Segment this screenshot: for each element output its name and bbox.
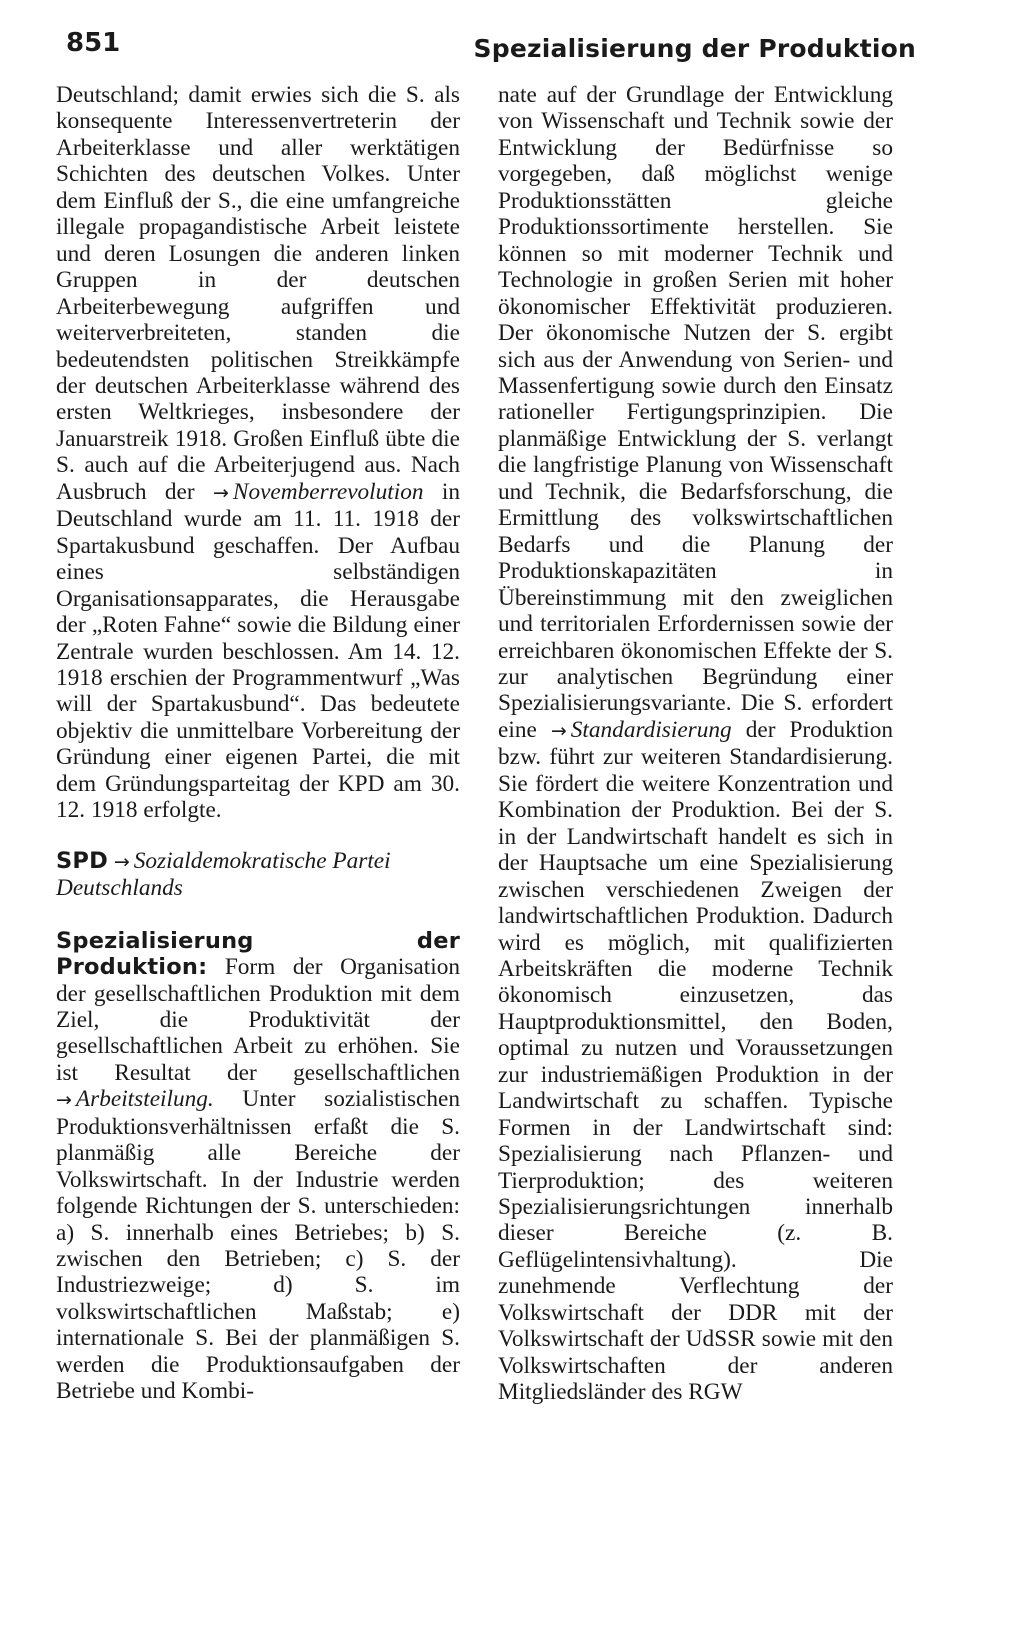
- paragraph-text: Form der Organisation der gesellschaftlichen Produktion mit dem Ziel, die Produktivität der gesellschaftlichen Arbeit zu erhöhen. Sie ist Resultat der gesellschaftlichen: [56, 954, 460, 1086]
- paragraph-text: nate auf der Grundlage der Entwicklung von Wissenschaft und Technik sowie der Entwicklung der Bedürfnisse so vorgegeben, daß möglichst wenige Produktionsstätten gleiche Produktionssortimente herstellen. Sie können so mit moderner Technik und Technologie in großen Serien mit hoher ökonomischer Effektivität produzieren. Der ökonomische Nutzen der S. ergibt sich aus der Anwendung von Serien- und Massenfertigung sowie durch den Einsatz rationeller Fertigungsprinzipien. Die planmäßige Entwicklung der S. verlangt die langfristige Planung von Wissenschaft und Technik, die Bedarfsforschung, die Ermittlung des volkswirtschaftlichen Bedarfs und die Planung der Produktionskapazitäten in Übereinstimmung mit den zweiglichen und territorialen Erfordernissen sowie der erreichbaren ökonomischen Effekte der S. zur analytischen Begründung einer Spezialisierungsvariante. Die S. erfordert eine: [498, 82, 893, 743]
- spd-entry: [56, 848, 460, 902]
- paragraph-text: Deutschland; damit erwies sich die S. als konsequente Interessenvertreterin der Arbeiterklasse und aller werktätigen Schichten des deutschen Volkes. Unter dem Einfluß der S., die eine umfangreiche illegale propagandistische Arbeit leistete und deren Losungen die anderen linken Gruppen in der deutschen Arbeiterbewegung aufgriffen und weiterverbreiteten, standen die bedeutendsten politischen Streikkämpfe der deutschen Arbeiterklasse während des ersten Weltkrieges, insbesondere der Januarstreik 1918. Großen Einfluß übte die S. auch auf die Arbeiterjugend aus. Nach Ausbruch der: [56, 82, 460, 505]
- arrow-icon: →: [113, 850, 130, 873]
- running-title: Spezialisierung der Produktion: [473, 34, 916, 63]
- arrow-icon: →: [56, 1089, 72, 1112]
- spartakus-continuation-paragraph: [56, 82, 460, 824]
- cross-reference-link[interactable]: [56, 1086, 214, 1112]
- entry-spacer: [56, 824, 460, 848]
- paragraph-text: der Produktion bzw. führt zur weiteren Standardisierung. Sie fördert die weitere Konzentration und Kombination der Produktion. Bei der S. in der Landwirtschaft handelt es sich in der Hauptsache um eine Spezialisierung zwischen verschiedenen Zweigen der landwirtschaftlichen Produktion. Dadurch wird es möglich, mit qualifizierten Arbeitskräften die moderne Technik ökonomisch einzusetzen, das Hauptproduktionsmittel, den Boden, optimal zu nutzen und Voraussetzungen zur industriemäßigen Produktion in der Landwirtschaft zu schaffen. Typische Formen in der Landwirtschaft sind: Spezialisierung nach Pflanzen- und Tierproduktion; des weiteren Spezialisierungsrichtungen innerhalb dieser Bereiche (z. B. Geflügelintensivhaltung). Die zunehmende Verflechtung der Volkswirtschaft der DDR mit der Volkswirtschaft der UdSSR sowie mit den Volkswirtschaften der anderen Mitgliedsländer des RGW: [498, 716, 894, 1406]
- page-header: [62, 28, 916, 68]
- paragraph-text: Unter sozialistischen Produktionsverhältnissen erfaßt die S. planmäßig alle Bereiche der Volkswirtschaft. In der Industrie werden folgende Richtungen der S. unterschieden: a) S. innerhalb eines Betriebes; b) S. zwischen den Betrieben; c) S. der Industriezweige; d) S. im volkswirtschaftlichen Maßstab; e) internationale S. Bei der planmäßigen S. werden die Produktionsaufgaben der Betriebe und Kombi-: [56, 1086, 460, 1405]
- spezialisierung-continuation-paragraph: [498, 82, 893, 1406]
- cross-reference-label: Standardisierung: [570, 716, 732, 743]
- cross-reference-link[interactable]: [551, 717, 732, 743]
- entry-spacer: [56, 902, 460, 928]
- cross-reference-label: Novemberrevolution: [232, 478, 424, 505]
- left-column: [56, 82, 460, 1405]
- arrow-icon: →: [212, 481, 229, 504]
- entry-headword: SPD: [56, 847, 108, 874]
- page-number: 851: [66, 28, 121, 58]
- cross-reference-label: Arbeitsteilung.: [75, 1086, 214, 1113]
- entry-headword: Spezialisierung der Produktion:: [56, 927, 460, 981]
- cross-reference-link[interactable]: [213, 479, 424, 505]
- right-column: [498, 82, 893, 1406]
- paragraph-text: in Deutschland wurde am 11. 11. 1918 der Spartakusbund geschaffen. Der Aufbau eines selbständigen Organisationsapparates, die Herausgabe der „Roten Fahne“ sowie die Bildung einer Zentrale wurden beschlossen. Am 14. 12. 1918 erschien der Programmentwurf „Was will der Spartakusbund“. Das bedeutete objektiv die unmittelbare Vorbereitung der Gründung einer eigenen Partei, die mit dem Gründungsparteitag der KPD am 30. 12. 1918 erfolgte.: [56, 478, 461, 824]
- arrow-icon: →: [550, 719, 567, 742]
- cross-reference-label: Sozialdemokratische Partei Deutschlands: [56, 847, 391, 902]
- spezialisierung-entry: [56, 928, 460, 1405]
